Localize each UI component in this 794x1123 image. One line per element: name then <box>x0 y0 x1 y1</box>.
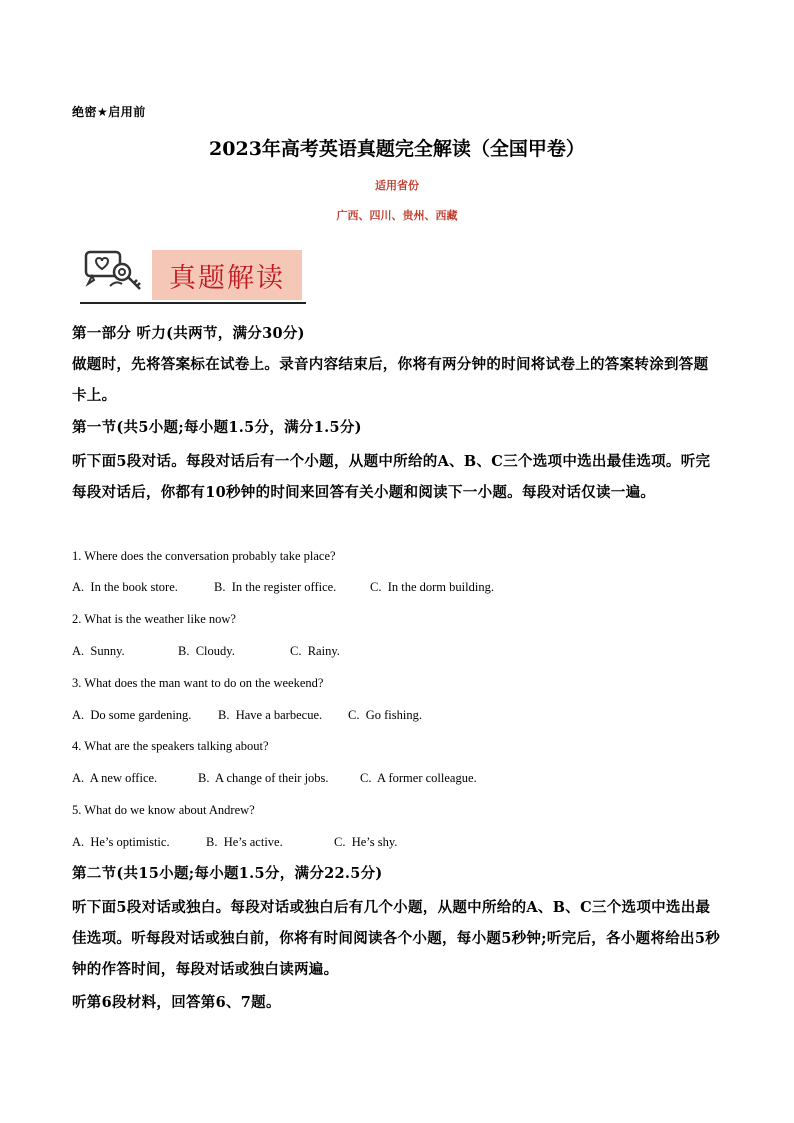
option-a: A. Do some gardening. <box>72 708 192 722</box>
confidential-mark: 绝密★启用前 <box>72 105 146 119</box>
option-a: A. Sunny. <box>72 644 125 658</box>
question-2: 2. What is the weather like now? <box>72 612 236 626</box>
banner-label-box <box>152 250 302 300</box>
section2-heading: 第二节(共15小题;每小题1.5分，满分22.5分) <box>72 865 383 882</box>
option-a: A. In the book store. <box>72 580 178 594</box>
option-b: B. Have a barbecue. <box>218 708 323 722</box>
option-b: B. In the register office. <box>214 580 337 594</box>
question-1: 1. Where does the conversation probably take place? <box>72 549 336 563</box>
question-3: 3. What does the man want to do on the weekend? <box>72 676 324 690</box>
option-c: C. Go fishing. <box>348 708 422 722</box>
section1-instruction: 听下面5段对话。每段对话后有一个小题，从题中所给的A、B、C三个选项中选出最佳选项。听完每段对话后，你都有10秒钟的时间来回答有关小题和阅读下一小题。每段对话仅读一遍。 <box>72 453 711 501</box>
banner-label: 真题解读 <box>169 262 285 294</box>
key-heart-badge-icon <box>82 246 146 298</box>
question-5: 5. What do we know about Andrew? <box>72 803 255 817</box>
option-b: B. A change of their jobs. <box>198 771 329 785</box>
section-banner <box>80 244 306 304</box>
option-a: A. A new office. <box>72 771 158 785</box>
question-4: 4. What are the speakers talking about? <box>72 739 269 753</box>
part1-heading: 第一部分 听力(共两节，满分30分) <box>72 325 305 342</box>
page-title: 2023年高考英语真题完全解读（全国甲卷） <box>209 138 585 160</box>
option-b: B. Cloudy. <box>178 644 235 658</box>
section1-heading: 第一节(共5小题;每小题1.5分，满分1.5分) <box>72 419 362 436</box>
option-c: C. In the dorm building. <box>370 580 494 594</box>
option-c: C. He’s shy. <box>334 835 398 849</box>
option-c: C. Rainy. <box>290 644 340 658</box>
part1-instruction: 做题时，先将答案标在试卷上。录音内容结束后，你将有两分钟的时间将试卷上的答案转涂到答题卡上。 <box>72 356 709 404</box>
option-c: C. A former colleague. <box>360 771 477 785</box>
section2-instruction: 听下面5段对话或独白。每段对话或独白后有几个小题，从题中所给的A、B、C三个选项中选出最佳选项。听每段对话或独白前，你将有时间阅读各个小题，每小题5秒钟;听完后，各小题将给出5秒钟的作答时间，每段对话或独白读两遍。 <box>72 899 721 978</box>
provinces-list: 广西、四川、贵州、西藏 <box>336 209 458 222</box>
option-b: B. He’s active. <box>206 835 283 849</box>
banner-underline <box>80 302 306 304</box>
section2-next-prompt: 听第6段材料，回答第6、7题。 <box>72 994 281 1011</box>
provinces-label: 适用省份 <box>375 179 419 192</box>
option-a: A. He’s optimistic. <box>72 835 170 849</box>
